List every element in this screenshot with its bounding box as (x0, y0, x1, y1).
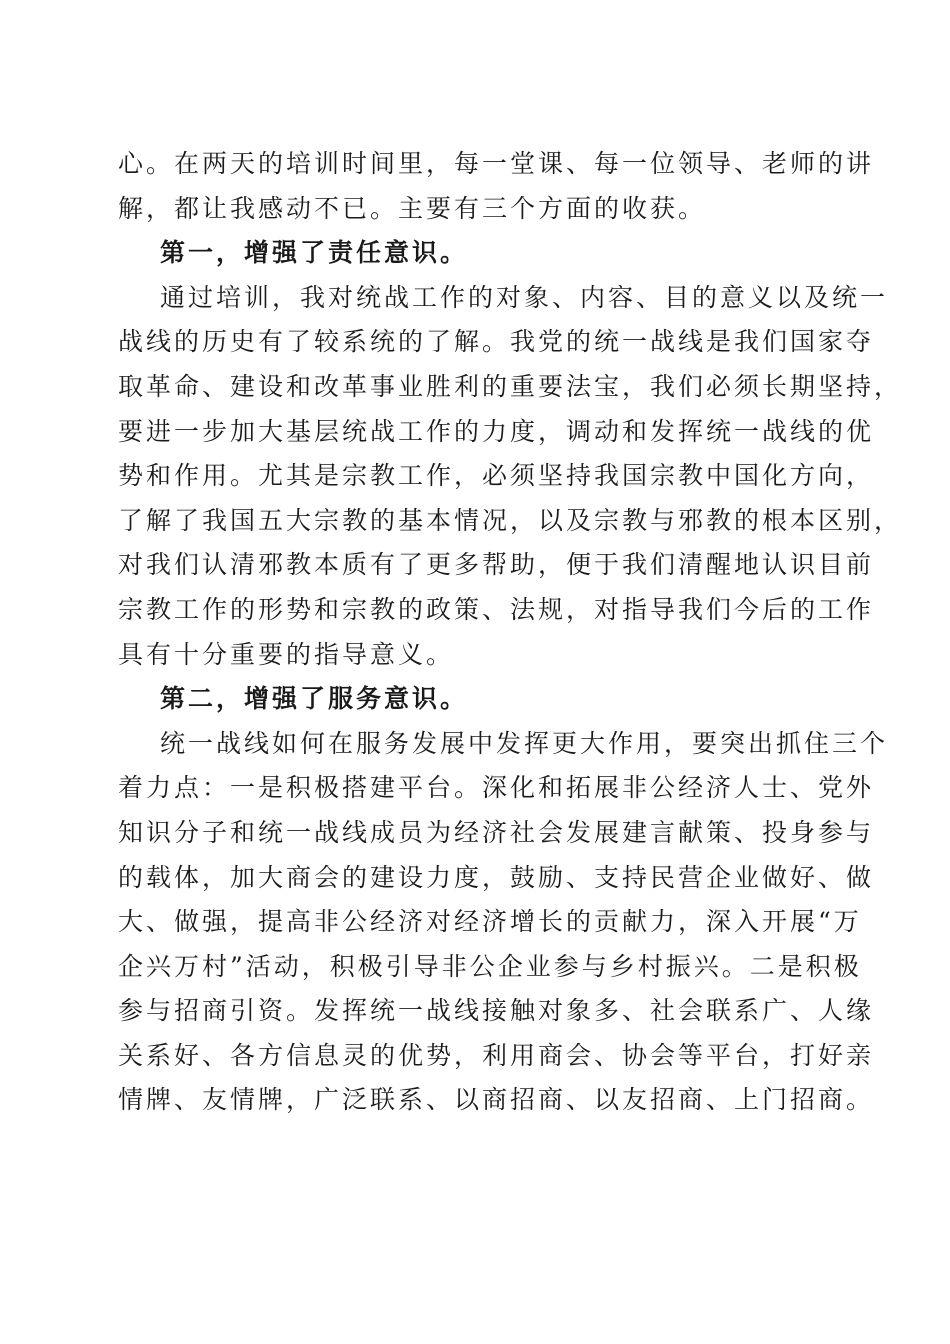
text-line: 参与招商引资。发挥统一战线接触对象多、社会联系广、人缘 (118, 996, 875, 1026)
text-line: 了解了我国五大宗教的基本情况，以及宗教与邪教的根本区别， (118, 505, 903, 535)
text-line: 具有十分重要的指导意义。 (118, 639, 455, 669)
text-line: 心。在两天的培训时间里，每一堂课、每一位领导、老师的讲 (118, 149, 875, 178)
document-body (118, 142, 903, 1123)
text-line: 知识分子和统一战线成员为经济社会发展建言献策、投身参与 (118, 817, 875, 847)
text-line: 战线的历史有了较系统的了解。我党的统一战线是我们国家夺 (118, 327, 875, 357)
text-line: 势和作用。尤其是宗教工作，必须坚持我国宗教中国化方向， (118, 461, 875, 491)
section-heading: 第二，增强了服务意识。 (160, 684, 469, 714)
text-line: 取革命、建设和改革事业胜利的重要法宝，我们必须长期坚持， (118, 371, 903, 401)
text-line: 企兴万村”活动，积极引导非公企业参与乡村振兴。二是积极 (118, 951, 862, 981)
text-line: 宗教工作的形势和宗教的政策、法规，对指导我们今后的工作 (118, 594, 875, 624)
text-line: 要进一步加大基层统战工作的力度，调动和发挥统一战线的优 (118, 416, 875, 446)
text-line: 情牌、友情牌，广泛联系、以商招商、以友招商、上门招商。 (118, 1085, 875, 1115)
text-line: 通过培训，我对统战工作的对象、内容、目的意义以及统一 (160, 282, 889, 312)
text-line: 的载体，加大商会的建设力度，鼓励、支持民营企业做好、做 (118, 862, 875, 892)
text-line: 对我们认清邪教本质有了更多帮助，便于我们清醒地认识目前 (118, 550, 875, 580)
text-line: 大、做强，提高非公经济对经济增长的贡献力，深入开展“万 (118, 907, 862, 937)
text-line: 统一战线如何在服务发展中发挥更大作用，要突出抓住三个 (160, 728, 889, 758)
text-line: 解，都让我感动不已。主要有三个方面的收获。 (118, 193, 707, 223)
text-line: 关系好、各方信息灵的优势，利用商会、协会等平台，打好亲 (118, 1040, 875, 1070)
section-heading: 第一，增强了责任意识。 (160, 238, 469, 268)
text-line: 着力点：一是积极搭建平台。深化和拓展非公经济人士、党外 (118, 773, 875, 803)
